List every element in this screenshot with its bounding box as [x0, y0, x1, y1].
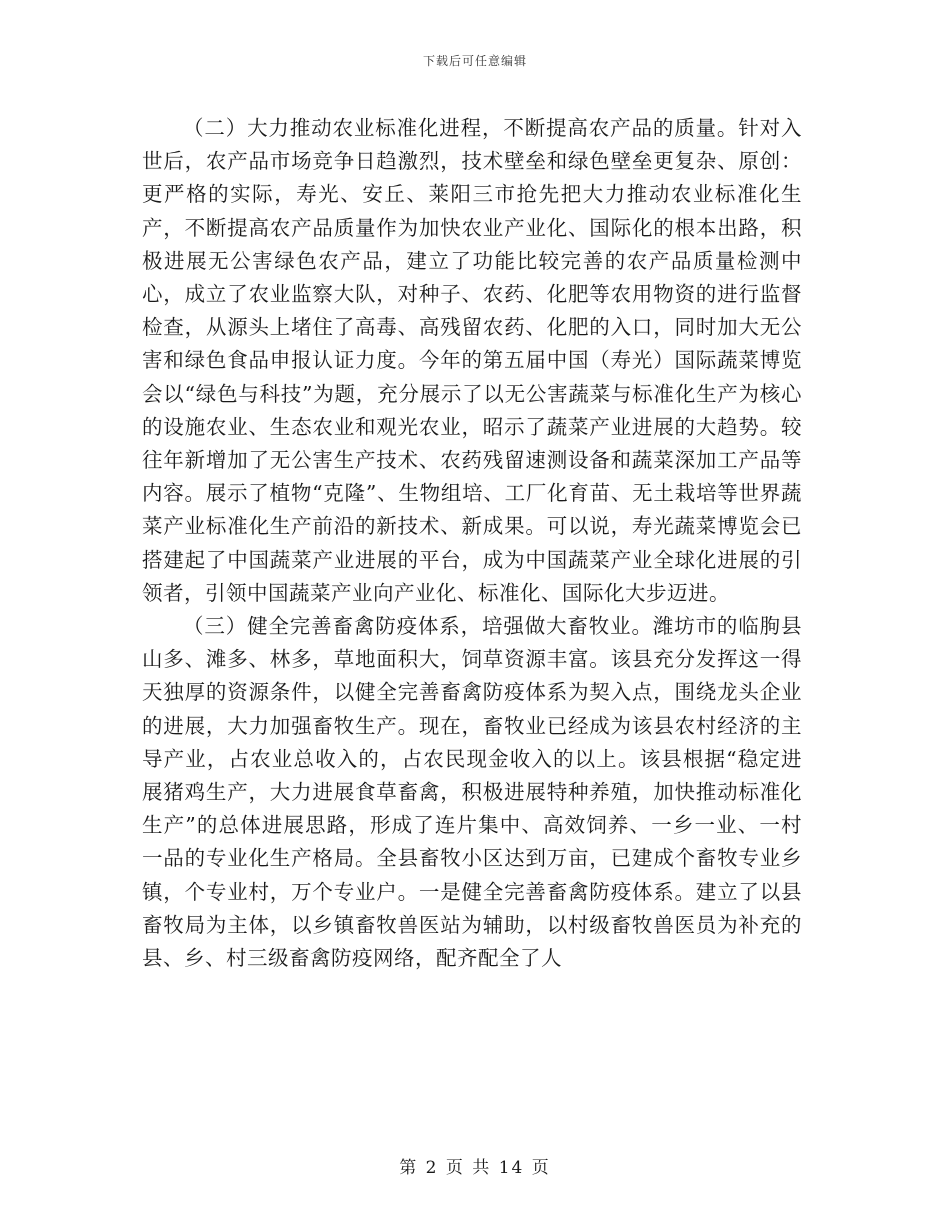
- page-number-footer: 第 2 页 共 14 页: [399, 1158, 551, 1178]
- document-body: [142, 112, 802, 975]
- page-header: 下载后可任意编辑: [422, 54, 527, 68]
- paragraph-section-three: （三）健全完善畜禽防疫体系，培强做大畜牧业。潍坊市的临朐县山多、滩多、林多，草地面积大，饲草资源丰富。该县充分发挥这一得天独厚的资源条件，以健全完善畜禽防疫体系为契入点，围绕龙头企业的进展，大力加强畜牧生产。现在，畜牧业已经成为该县农村经济的主导产业，占农业总收入的，占农民现金收入的以上。该县根据“稳定进展猪鸡生产，大力进展食草畜禽，积极进展特种养殖，加快推动标准化生产”的总体进展思路，形成了连片集中、高效饲养、一乡一业、一村一品的专业化生产格局。全县畜牧小区达到万亩，已建成个畜牧专业乡镇，个专业村，万个专业户。一是健全完善畜禽防疫体系。建立了以县畜牧局为主体，以乡镇畜牧兽医站为辅助，以村级畜牧兽医员为补充的县、乡、村三级畜禽防疫网络，配齐配全了人: [142, 614, 802, 971]
- paragraph-section-two: （二）大力推动农业标准化进程，不断提高农产品的质量。针对入世后，农产品市场竞争日趋激烈，技术壁垒和绿色壁垒更复杂、原创：更严格的实际，寿光、安丘、莱阳三市抢先把大力推动农业标准化生产，不断提高农产品质量作为加快农业产业化、国际化的根本出路，积极进展无公害绿色农产品，建立了功能比较完善的农产品质量检测中心，成立了农业监察大队，对种子、农药、化肥等农用物资的进行监督检查，从源头上堵住了高毒、高残留农药、化肥的入口，同时加大无公害和绿色食品申报认证力度。今年的第五届中国（寿光）国际蔬菜博览会以“绿色与科技”为题，充分展示了以无公害蔬菜与标准化生产为核心的设施农业、生态农业和观光农业，昭示了蔬菜产业进展的大趋势。较往年新增加了无公害生产技术、农药残留速测设备和蔬菜深加工产品等内容。展示了植物“克隆”、生物组培、工厂化育苗、无土栽培等世界蔬菜产业标准化生产前沿的新技术、新成果。可以说，寿光蔬菜博览会已搭建起了中国蔬菜产业进展的平台，成为中国蔬菜产业全球化进展的引领者，引领中国蔬菜产业向产业化、标准化、国际化大步迈进。: [142, 116, 802, 605]
